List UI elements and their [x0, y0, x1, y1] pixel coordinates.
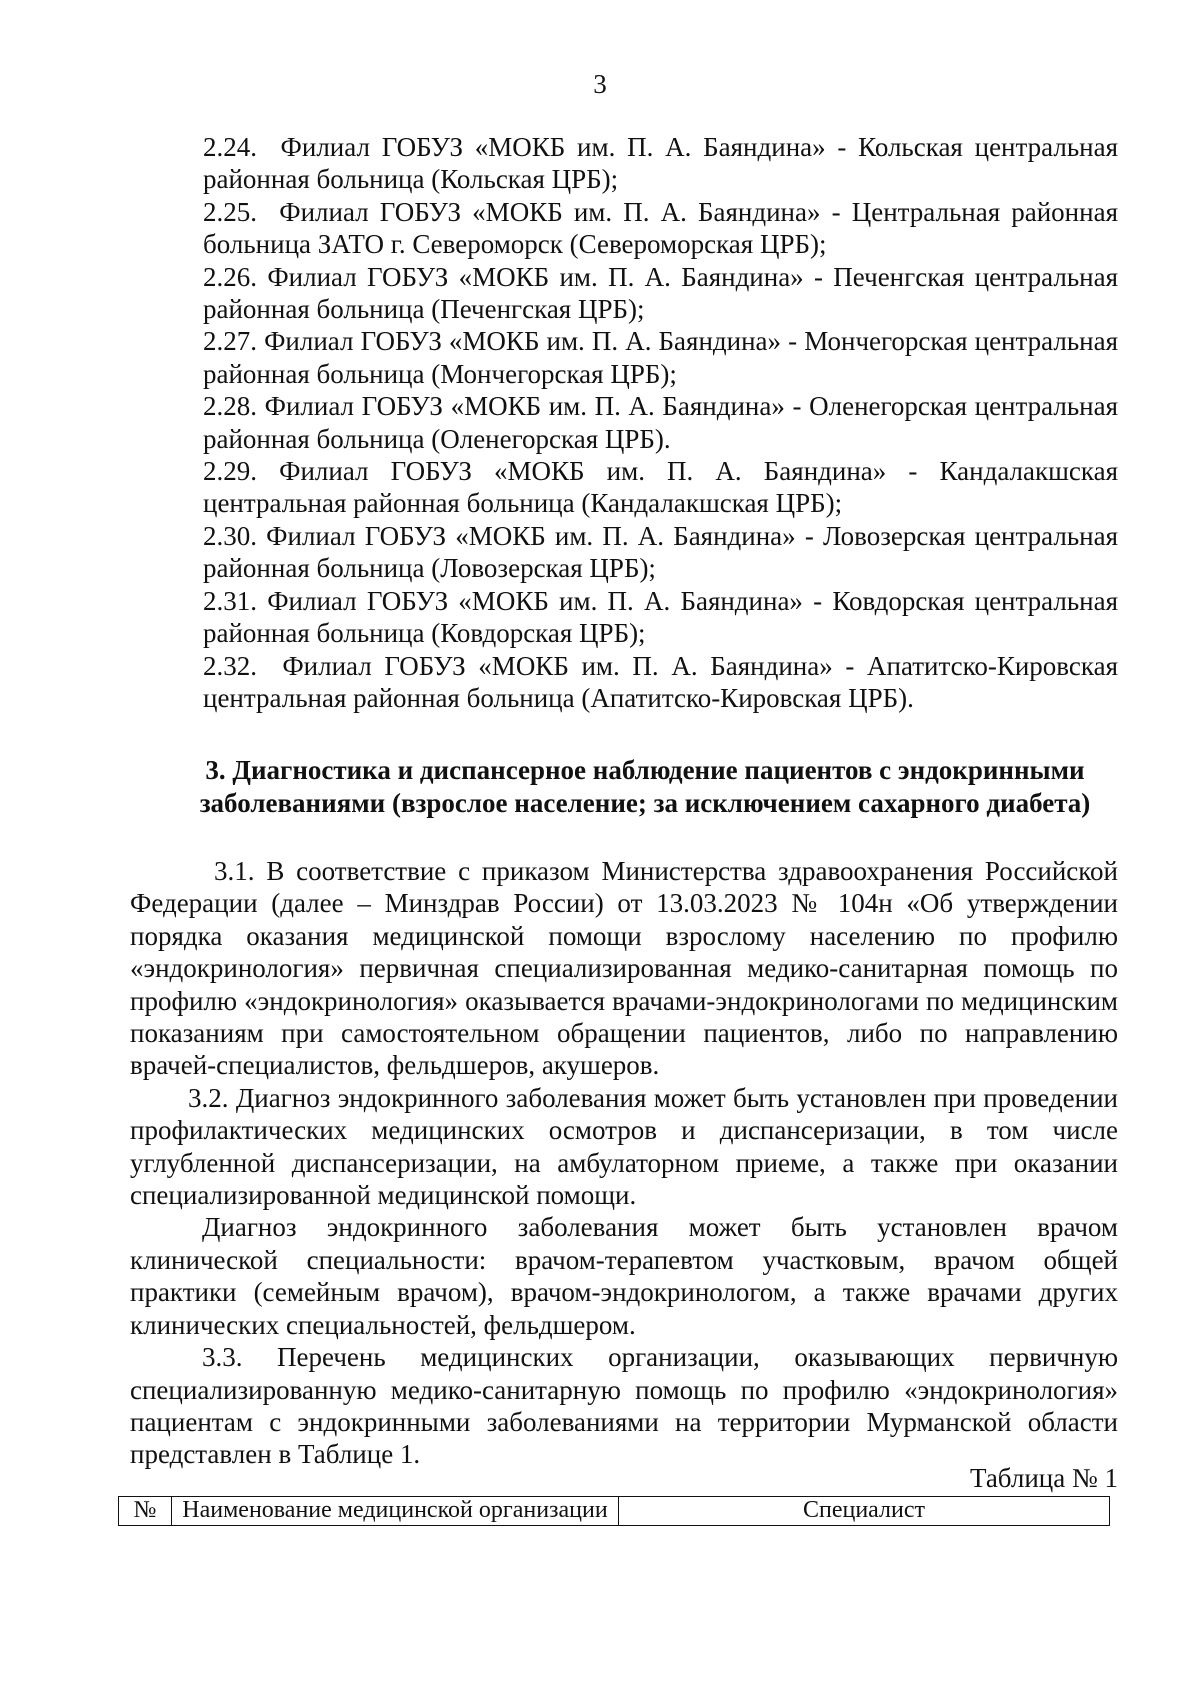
list-item: 2.27. Филиал ГОБУЗ «МОКБ им. П. А. Баяндина» - Мончегорская центральная районная больница (Мончегорская ЦРБ);	[203, 326, 1118, 389]
organizations-table	[118, 1496, 1110, 1526]
table-header-row	[119, 1497, 1110, 1526]
page-number: 3	[593, 69, 607, 99]
list-item: 2.29. Филиал ГОБУЗ «МОКБ им. П. А. Баяндина» - Кандалакшская центральная районная больница (Кандалакшская ЦРБ);	[203, 456, 1118, 519]
column-header-number: №	[119, 1497, 172, 1526]
list-item: 2.28. Филиал ГОБУЗ «МОКБ им. П. А. Баяндина» - Оленегорская центральная районная больница (Оленегорская ЦРБ).	[203, 391, 1118, 454]
list-item: 2.25. Филиал ГОБУЗ «МОКБ им. П. А. Баяндина» - Центральная районная больница ЗАТО г. Североморск (Североморская ЦРБ);	[203, 196, 1118, 260]
section-heading: 3. Диагностика и диспансерное наблюдение пациентов с эндокринными заболеваниями (взрослое население; за исключением сахарного диабета)	[199, 755, 1091, 818]
paragraph-3-2: 3.2. Диагноз эндокринного заболевания может быть установлен при проведении профилактических медицинских осмотров и диспансеризации, в том числе углубленной диспансеризации, на амбулаторном приеме, а также при оказании специализированной медицинской помощи.	[130, 1082, 1118, 1211]
paragraph-3-3: 3.3. Перечень медицинских организации, оказывающих первичную специализированную медико-санитарную помощь по профилю «эндокринология» пациентам с эндокринными заболеваниями на территории Мурманской области представлен в Таблице 1.	[130, 1342, 1118, 1470]
list-item: 2.32. Филиал ГОБУЗ «МОКБ им. П. А. Баяндина» - Апатитско-Кировская центральная районная больница (Апатитско-Кировская ЦРБ).	[203, 650, 1118, 713]
column-header-specialist: Специалист	[619, 1497, 1110, 1526]
list-item: 2.26. Филиал ГОБУЗ «МОКБ им. П. А. Баяндина» - Печенгская центральная районная больница (Печенгская ЦРБ);	[203, 261, 1118, 325]
list-item: 2.30. Филиал ГОБУЗ «МОКБ им. П. А. Баяндина» - Ловозерская центральная районная больница (Ловозерская ЦРБ);	[203, 520, 1118, 584]
paragraph-diagnosis: Диагноз эндокринного заболевания может быть установлен врачом клинической специальности: врачом-терапевтом участковым, врачом общей практики (семейным врачом), врачом-эндокринологом, а также врачами других клинических специальностей, фельдшером.	[130, 1212, 1118, 1340]
column-header-organization: Наименование медицинской организации	[172, 1497, 619, 1526]
section-body	[130, 855, 1118, 1471]
table-caption: Таблица № 1	[970, 1463, 1118, 1493]
paragraph-3-1: 3.1. В соответствие с приказом Министерства здравоохранения Российской Федерации (далее – Минздрав России) от 13.03.2023 № 104н «Об утверждении порядка оказания медицинской помощи взрослому населению по профилю «эндокринология» первичная специализированная медико-санитарная помощь по профилю «эндокринология» оказывается врачами-эндокринологами по медицинским показаниям при самостоятельном обращении пациентов, либо по направлению врачей-специалистов, фельдшеров, акушеров.	[130, 856, 1118, 1081]
list-item: 2.31. Филиал ГОБУЗ «МОКБ им. П. А. Баяндина» - Ковдорская центральная районная больница (Ковдорская ЦРБ);	[203, 585, 1118, 649]
branch-list	[203, 131, 1118, 714]
list-item: 2.24. Филиал ГОБУЗ «МОКБ им. П. А. Баяндина» - Кольская центральная районная больница (Кольская ЦРБ);	[203, 132, 1118, 195]
